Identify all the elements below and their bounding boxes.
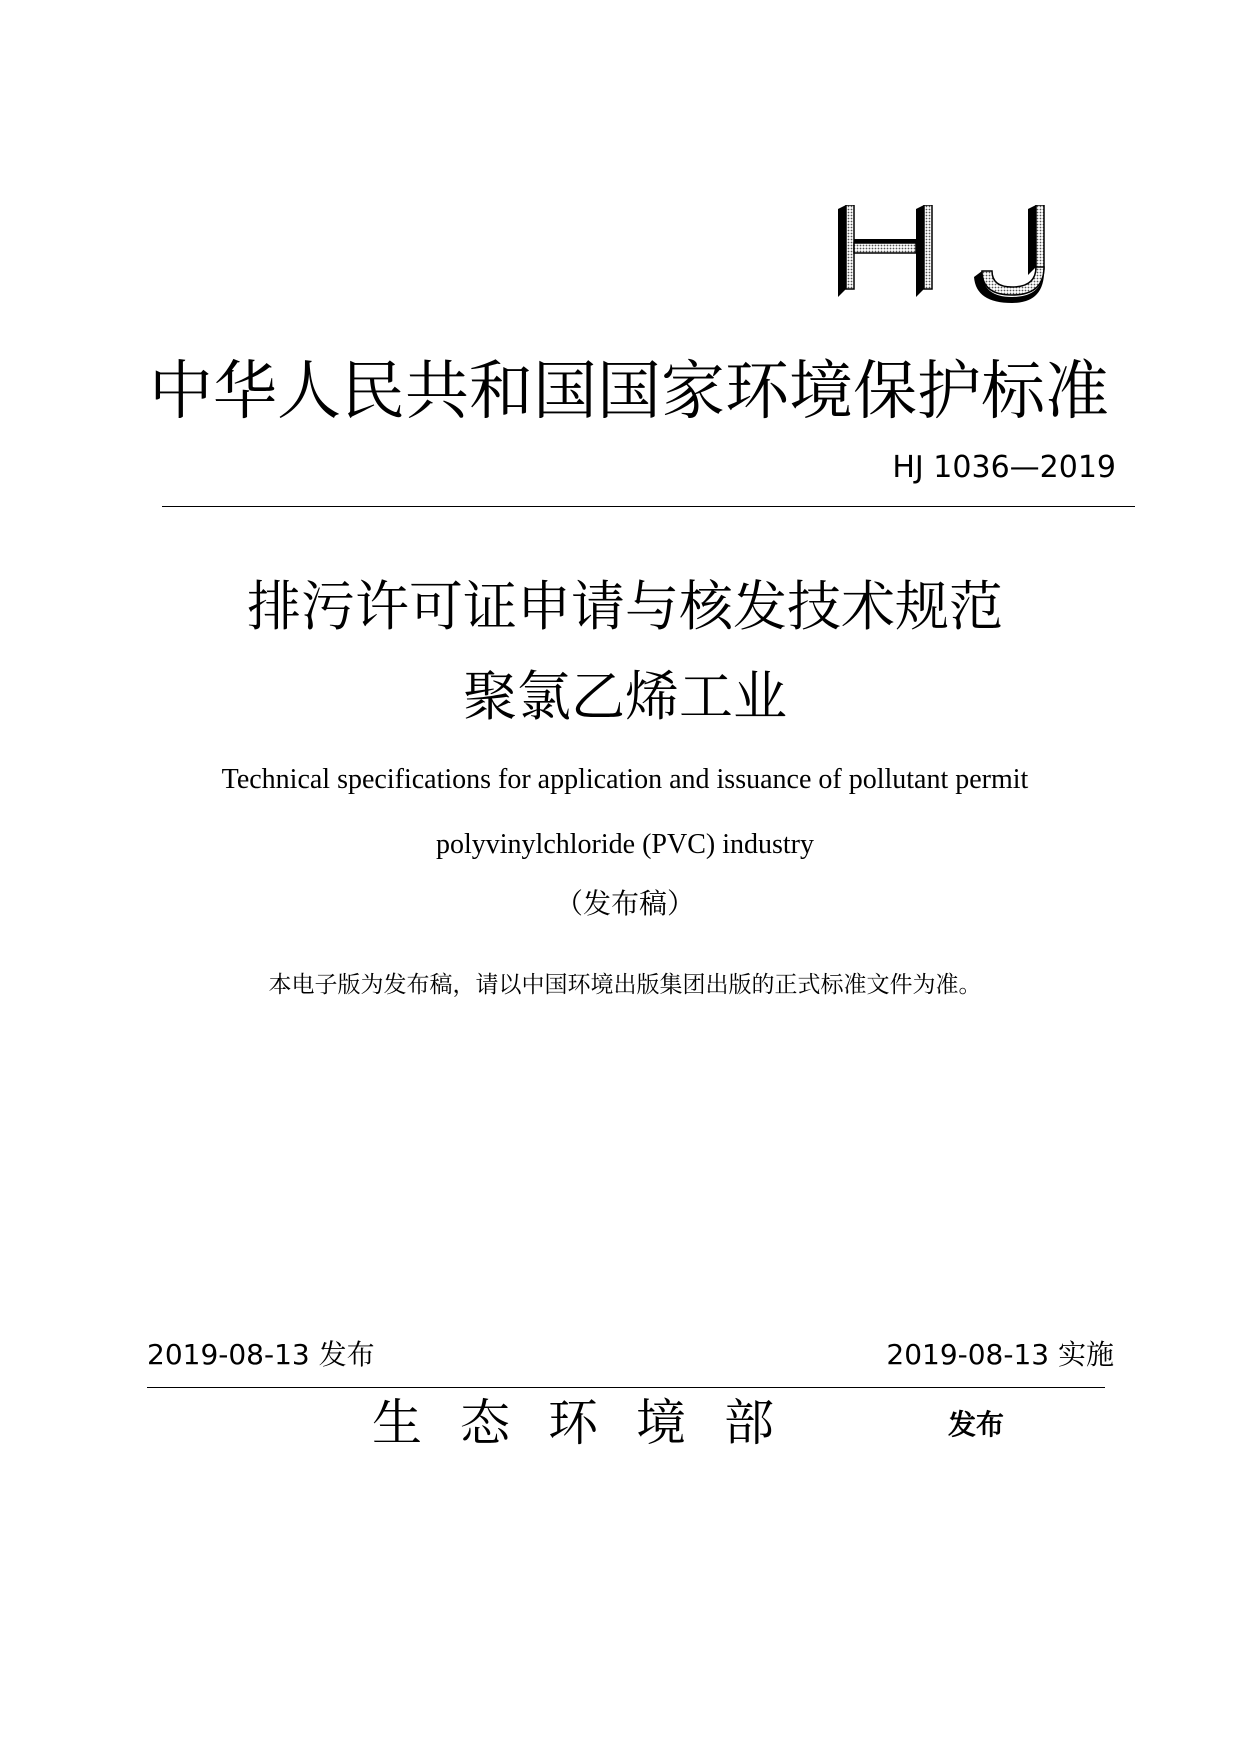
standard-body-title: 中华人民共和国国家环境保护标准 [149, 355, 1109, 429]
hj-standard-logo [832, 205, 1062, 305]
title-cn-line1: 排污许可证申请与核发技术规范 [247, 575, 1003, 638]
issue-date: 2019-08-13 发布 [147, 1338, 375, 1371]
draft-label: （发布稿） [554, 887, 695, 920]
title-en-line1: Technical specifications for application and issuance of pollutant permit [221, 764, 1029, 795]
edition-notice: 本电子版为发布稿，请以中国环境出版集团出版的正式标准文件为准。 [268, 972, 982, 998]
implement-date: 2019-08-13 实施 [886, 1338, 1114, 1371]
standard-code: HJ 1036—2019 [892, 450, 1116, 485]
title-cn-line2: 聚氯乙烯工业 [463, 665, 787, 728]
issuing-ministry: 生态环境部 [372, 1394, 812, 1452]
publish-word: 发布 [948, 1408, 1005, 1441]
title-en-line2: polyvinylchloride (PVC) industry [436, 829, 814, 860]
header-divider [162, 506, 1135, 507]
